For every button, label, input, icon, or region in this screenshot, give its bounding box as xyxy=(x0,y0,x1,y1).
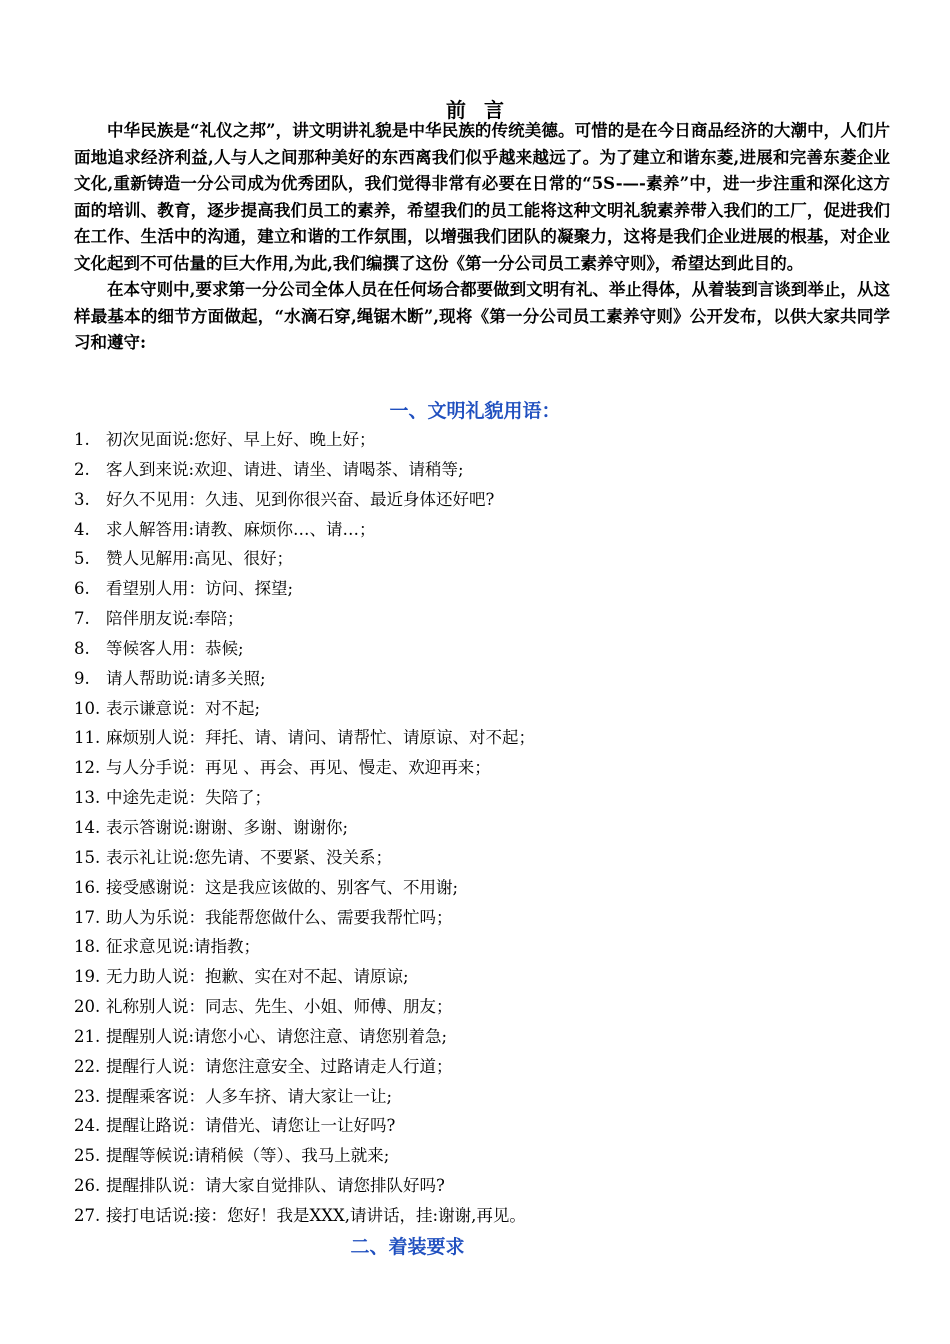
list-item-number: 25. xyxy=(74,1146,101,1166)
list-item xyxy=(74,425,904,455)
list-item-number: 13. xyxy=(74,788,101,808)
list-item-number: 5. xyxy=(74,549,90,569)
list-item xyxy=(74,485,904,515)
list-item-text: 提醒让路说：请借光、请您让一让好吗? xyxy=(106,1116,396,1136)
list-item xyxy=(74,992,904,1022)
section-heading-dress-code: 二、着装要求 xyxy=(350,1236,465,1258)
list-item-text: 赞人见解用:高见、很好； xyxy=(106,549,294,569)
list-item-text: 助人为乐说：我能帮您做什么、需要我帮忙吗； xyxy=(106,907,453,927)
list-item-number: 22. xyxy=(74,1056,101,1076)
list-item xyxy=(74,574,904,604)
list-item xyxy=(74,873,904,903)
list-item-number: 15. xyxy=(74,847,101,867)
preface-paragraph-2: 在本守则中,要求第一分公司全体人员在任何场合都要做到文明有礼、举止得体，从着装到言谈到举止，从这样最基本的细节方面做起，“水滴石穿,绳锯木断”,现将《第一分公司员工素养守则》公开发布，以供大家共同学习和遵守: xyxy=(74,280,890,352)
list-item-text: 等候客人用：恭候; xyxy=(106,638,244,658)
list-item-text: 看望别人用：访问、探望; xyxy=(106,579,294,599)
list-item-text: 麻烦别人说：拜托、请、请问、请帮忙、请原谅、对不起； xyxy=(106,728,535,748)
list-item-text: 初次见面说:您好、早上好、晚上好； xyxy=(106,430,376,449)
list-item-number: 12. xyxy=(74,758,101,778)
list-item xyxy=(74,783,904,813)
list-item-number: 1. xyxy=(74,430,90,449)
list-item-text: 无力助人说：抱歉、实在对不起、请原谅; xyxy=(106,967,409,987)
list-item-number: 16. xyxy=(74,877,101,897)
list-item-number: 14. xyxy=(74,817,101,837)
list-item-number: 9. xyxy=(74,668,90,688)
list-item-text: 陪伴朋友说:奉陪； xyxy=(106,609,244,629)
preface-paragraph-1: 中华民族是“礼仪之邦”，讲文明讲礼貌是中华民族的传统美德。可惜的是在今日商品经济的大潮中，人们片面地追求经济利益,人与人之间那种美好的东西离我们似乎越来越远了。为了建立和谐东菱,进展和完善东菱企业文化,重新铸造一分公司成为优秀团队，我们觉得非常有必要在日常的“5S-—-素养”中，进一步注重和深化这方面的培训、教育，逐步提高我们员工的素养，希望我们的员工能将这种文明礼貌素养带入我们的工厂，促进我们在工作、生活中的沟通，建立和谐的工作氛围，以增强我们团队的凝聚力，这将是我们企业进展的根基，对企业文化起到不可估量的巨大作用,为此,我们编撰了这份《第一分公司员工素养守则》，希望达到此目的。 xyxy=(74,121,890,273)
list-item-text: 提醒乘客说：人多车挤、请大家让一让; xyxy=(106,1086,393,1106)
list-item xyxy=(74,515,904,545)
list-item xyxy=(74,723,904,753)
list-item xyxy=(74,813,904,843)
list-item-number: 20. xyxy=(74,997,101,1017)
list-item-text: 请人帮助说:请多关照; xyxy=(106,668,266,688)
list-item xyxy=(74,1201,904,1231)
list-item xyxy=(74,962,904,992)
list-item-text: 好久不见用：久违、见到你很兴奋、最近身体还好吧? xyxy=(106,489,495,509)
list-item xyxy=(74,604,904,634)
list-item xyxy=(74,843,904,873)
list-item xyxy=(74,1052,904,1082)
list-item-text: 提醒等候说:请稍候（等）、我马上就来; xyxy=(106,1146,390,1166)
courtesy-phrase-list xyxy=(74,425,904,1231)
list-item-text: 礼称别人说：同志、先生、小姐、师傅、朋友； xyxy=(106,997,453,1017)
list-item-number: 26. xyxy=(74,1176,101,1196)
list-item-number: 17. xyxy=(74,907,101,927)
list-item-text: 提醒行人说：请您注意安全、过路请走人行道； xyxy=(106,1056,453,1076)
list-item xyxy=(74,664,904,694)
list-item-text: 表示谦意说：对不起; xyxy=(106,698,261,718)
list-item-number: 18. xyxy=(74,937,101,957)
list-item xyxy=(74,1171,904,1201)
section-heading-courtesy-phrases: 一、文明礼貌用语： xyxy=(389,400,561,422)
list-item-number: 7. xyxy=(74,609,90,629)
list-item-text: 与人分手说：再见 、再会、再见、慢走、欢迎再来； xyxy=(106,758,491,778)
list-item-text: 表示礼让说:您先请、不要紧、没关系； xyxy=(106,847,393,867)
list-item xyxy=(74,544,904,574)
list-item-text: 接受感谢说：这是我应该做的、别客气、不用谢; xyxy=(106,877,459,897)
list-item xyxy=(74,1141,904,1171)
list-item-number: 21. xyxy=(74,1026,101,1046)
list-item-number: 2. xyxy=(74,459,90,479)
list-item-text: 表示答谢说:谢谢、多谢、谢谢你; xyxy=(106,817,349,837)
list-item-text: 客人到来说:欢迎、请进、请坐、请喝茶、请稍等; xyxy=(106,459,464,479)
list-item xyxy=(74,1111,904,1141)
list-item-text: 征求意见说:请指教； xyxy=(106,937,261,957)
list-item xyxy=(74,1022,904,1052)
list-item-text: 提醒排队说：请大家自觉排队、请您排队好吗? xyxy=(106,1176,445,1196)
list-item-number: 3. xyxy=(74,489,90,509)
list-item xyxy=(74,1082,904,1112)
list-item-number: 24. xyxy=(74,1116,101,1136)
list-item xyxy=(74,634,904,664)
list-item-text: 中途先走说：失陪了； xyxy=(106,788,271,808)
list-item xyxy=(74,932,904,962)
list-item xyxy=(74,455,904,485)
list-item-number: 11. xyxy=(74,728,101,748)
list-item xyxy=(74,694,904,724)
list-item xyxy=(74,753,904,783)
list-item-number: 8. xyxy=(74,638,90,658)
list-item-number: 4. xyxy=(74,519,90,539)
list-item xyxy=(74,903,904,933)
preface-section xyxy=(74,118,890,357)
list-item-number: 19. xyxy=(74,967,101,987)
list-item-number: 6. xyxy=(74,579,90,599)
list-item-number: 27. xyxy=(74,1205,101,1225)
document-title: 前言 xyxy=(446,98,522,122)
list-item-text: 求人解答用:请教、麻烦你…、请…； xyxy=(106,519,376,539)
list-item-number: 23. xyxy=(74,1086,101,1106)
list-item-text: 提醒别人说:请您小心、请您注意、请您别着急; xyxy=(106,1026,448,1046)
list-item-text: 接打电话说:接：您好！我是XXX,请讲话，挂:谢谢,再见。 xyxy=(106,1205,526,1225)
list-item-number: 10. xyxy=(74,698,101,718)
